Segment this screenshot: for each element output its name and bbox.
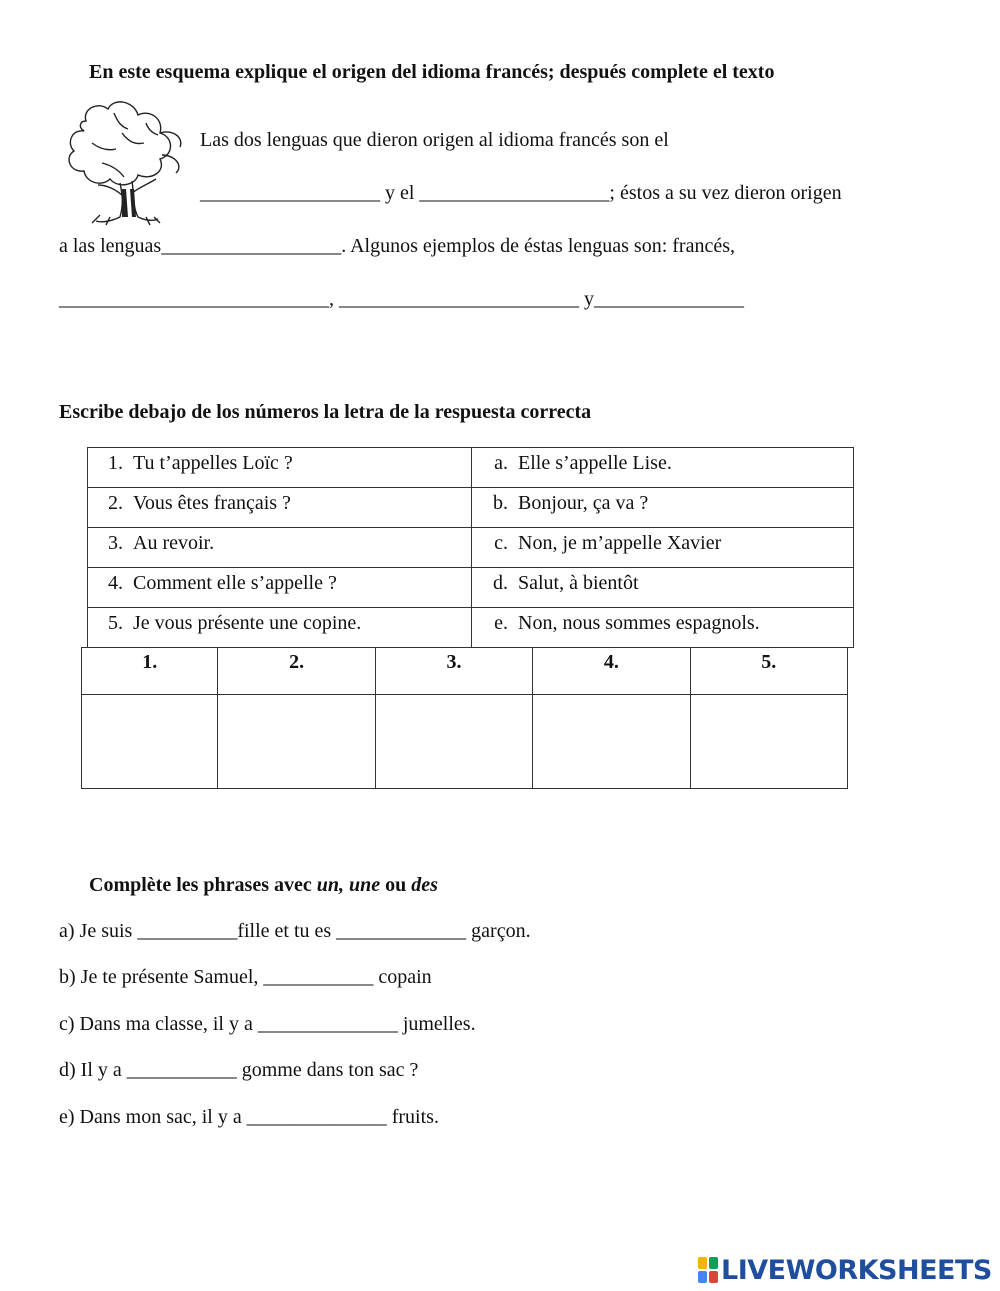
answer-grid: [81, 647, 848, 789]
answer-grid-header: 1.: [82, 648, 218, 695]
question-number: 2.: [108, 492, 123, 514]
sentence-d: d) Il y a ___________ gomme dans ton sac ?: [59, 1059, 419, 1081]
question-number: 1.: [108, 452, 123, 474]
question-number: 4.: [108, 572, 123, 594]
answer-grid-input-row: [82, 695, 848, 789]
answer-letter: c.: [494, 532, 508, 554]
answer-cell-2[interactable]: [218, 695, 375, 789]
sentence-c: c) Dans ma classe, il y a ______________ jumelles.: [59, 1013, 476, 1035]
text-line-3: a las lenguas__________________. Algunos ejemplos de éstas lenguas son: francés,: [59, 235, 735, 257]
matching-table: [87, 447, 854, 648]
question-text: Tu t’appelles Loïc ?: [133, 452, 293, 474]
table-row: [88, 528, 854, 568]
liveworksheets-logo: [698, 1255, 992, 1285]
question-text: Je vous présente une copine.: [133, 612, 362, 634]
answer-letter: a.: [494, 452, 508, 474]
question-text: Vous êtes français ?: [133, 492, 291, 514]
answer-cell-5[interactable]: [690, 695, 847, 789]
answer-text: Elle s’appelle Lise.: [518, 452, 672, 474]
liveworksheets-logo-text: LIVEWORKSHEETS: [721, 1254, 992, 1286]
liveworksheets-logo-icon: [698, 1257, 718, 1283]
answer-text: Non, nous sommes espagnols.: [518, 612, 760, 634]
table-row: [88, 608, 854, 648]
answer-grid-header: 5.: [690, 648, 847, 695]
table-row: [88, 488, 854, 528]
section-2-title: Escribe debajo de los números la letra de la respuesta correcta: [59, 401, 592, 423]
answer-text: Bonjour, ça va ?: [518, 492, 649, 514]
sentence-b: b) Je te présente Samuel, ___________ copain: [59, 966, 432, 988]
answer-grid-header: 3.: [375, 648, 532, 695]
sentence-e: e) Dans mon sac, il y a ______________ fruits.: [59, 1106, 439, 1128]
answer-cell-4[interactable]: [533, 695, 690, 789]
text-line-1: Las dos lenguas que dieron origen al idioma francés son el: [200, 129, 669, 151]
section-3-title: Complète les phrases avec un, une ou des: [89, 874, 438, 896]
question-text: Au revoir.: [133, 532, 215, 554]
answer-grid-header: 2.: [218, 648, 375, 695]
section-1-title: En este esquema explique el origen del idioma francés; después complete el texto: [89, 61, 775, 83]
answer-grid-header: 4.: [533, 648, 690, 695]
table-row: [88, 568, 854, 608]
answer-letter: e.: [494, 612, 508, 634]
answer-letter: b.: [493, 492, 508, 514]
text-line-4: ___________________________, ________________________ y_______________: [59, 288, 744, 310]
answer-cell-1[interactable]: [82, 695, 218, 789]
question-text: Comment elle s’appelle ?: [133, 572, 337, 594]
tree-icon: [62, 93, 192, 233]
answer-text: Non, je m’appelle Xavier: [518, 532, 722, 554]
question-number: 5.: [108, 612, 123, 634]
answer-grid-header-row: [82, 648, 848, 695]
answer-cell-3[interactable]: [375, 695, 532, 789]
text-line-2: __________________ y el ___________________; éstos a su vez dieron origen: [200, 182, 842, 204]
table-row: [88, 448, 854, 488]
answer-letter: d.: [493, 572, 508, 594]
sentence-a: a) Je suis __________fille et tu es _____________ garçon.: [59, 920, 531, 942]
answer-text: Salut, à bientôt: [518, 572, 639, 594]
question-number: 3.: [108, 532, 123, 554]
